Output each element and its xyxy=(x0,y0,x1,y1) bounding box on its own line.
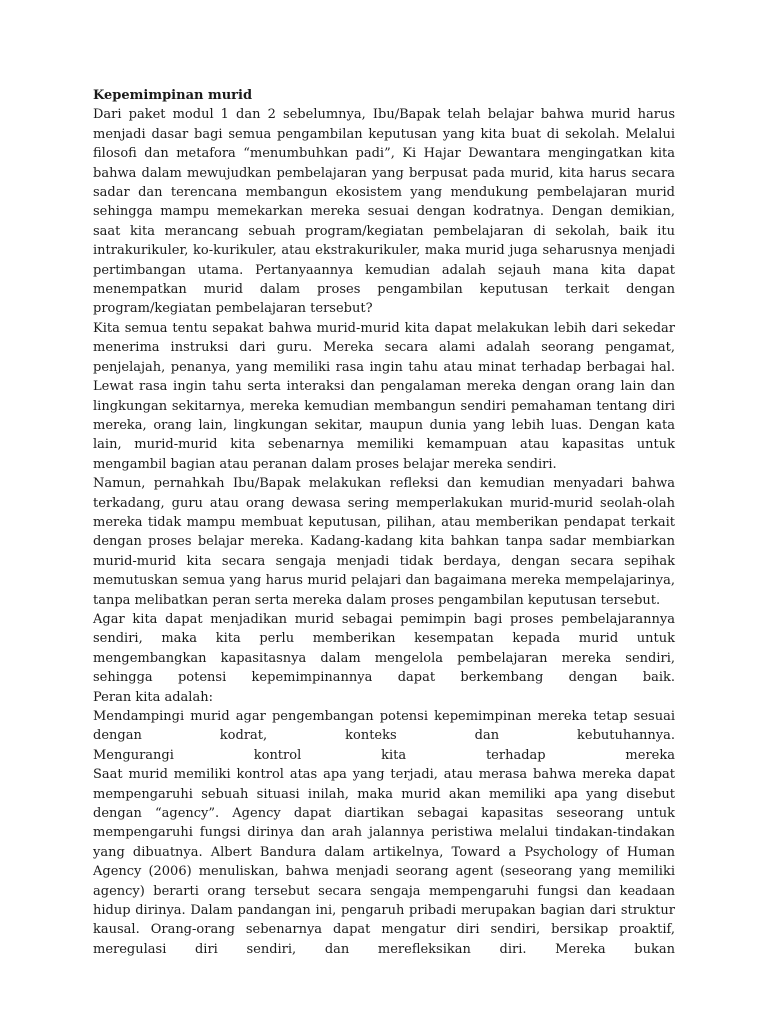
paragraph-1: Dari paket modul 1 dan 2 sebelumnya, Ibu/Bapak telah belajar bahwa murid harus menjadi dasar bagi semua pengambilan keputusan yang kita buat di sekolah. Melalui filosofi dan metafora “menumbuhkan padi”, Ki Hajar Dewantara mengingatkan kita bahwa dalam mewujudkan pembelajaran yang berpusat pada murid, kita harus secara sadar dan terencana membangun ekosistem yang mendukung pembelajaran murid sehingga mampu memekarkan mereka sesuai dengan kodratnya. Dengan demikian, saat kita merancang sebuah program/kegiatan pembelajaran di sekolah, baik itu intrakurikuler, ko-kurikuler, atau ekstrakurikuler, maka murid juga seharusnya menjadi pertimbangan utama. Pertanyaannya kemudian adalah sejauh mana kita dapat menempatkan murid dalam proses pengambilan keputusan terkait dengan program/kegiatan pembelajaran tersebut? xyxy=(93,107,675,317)
paragraph-6: Mendampingi murid agar pengembangan potensi kepemimpinan mereka tetap sesuai dengan kodrat, konteks dan kebutuhannya. xyxy=(93,709,675,744)
document-page xyxy=(93,86,675,959)
paragraph-3: Namun, pernahkah Ibu/Bapak melakukan refleksi dan kemudian menyadari bahwa terkadang, guru atau orang dewasa sering memperlakukan murid-murid seolah-olah mereka tidak mampu membuat keputusan, pilihan, atau memberikan pendapat terkait dengan proses belajar mereka. Kadang-kadang kita bahkan tanpa sadar membiarkan murid-murid kita secara sengaja menjadi tidak berdaya, dengan secara sepihak memutuskan semua yang harus murid pelajari dan bagaimana mereka mempelajarinya, tanpa melibatkan peran serta mereka dalam proses pengambilan keputusan tersebut. xyxy=(93,476,675,608)
document-title: Kepemimpinan murid xyxy=(93,88,253,103)
paragraph-7: Mengurangi kontrol kita terhadap mereka xyxy=(93,747,675,763)
paragraph-4: Agar kita dapat menjadikan murid sebagai pemimpin bagi proses pembelajarannya sendiri, maka kita perlu memberikan kesempatan kepada murid untuk mengembangkan kapasitasnya dalam mengelola pembelajaran mereka sendiri, sehingga potensi kepemimpinannya dapat berkembang dengan baik. xyxy=(93,611,675,686)
paragraph-8: Saat murid memiliki kontrol atas apa yang terjadi, atau merasa bahwa mereka dapat mempengaruhi sebuah situasi inilah, maka murid akan memiliki apa yang disebut dengan “agency”. Agency dapat diartikan sebagai kapasitas seseorang untuk mempengaruhi fungsi dirinya dan arah jalannya peristiwa melalui tindakan-tindakan yang dibuatnya. Albert Bandura dalam artikelnya, Toward a Psychology of Human Agency (2006) menuliskan, bahwa menjadi seorang agent (seseorang yang memiliki agency) berarti orang tersebut secara sengaja mempengaruhi fungsi dan keadaan hidup dirinya. Dalam pandangan ini, pengaruh pribadi merupakan bagian dari struktur kausal. Orang-orang sebenarnya dapat mengatur diri sendiri, bersikap proaktif, meregulasi diri sendiri, dan merefleksikan diri. Mereka bukan xyxy=(93,767,675,957)
paragraph-5: Peran kita adalah: xyxy=(93,689,213,705)
paragraph-2: Kita semua tentu sepakat bahwa murid-murid kita dapat melakukan lebih dari sekedar menerima instruksi dari guru. Mereka secara alami adalah seorang pengamat, penjelajah, penanya, yang memiliki rasa ingin tahu atau minat terhadap berbagai hal. Lewat rasa ingin tahu serta interaksi dan pengalaman mereka dengan orang lain dan lingkungan sekitarnya, mereka kemudian membangun sendiri pemahaman tentang diri mereka, orang lain, lingkungan sekitar, maupun dunia yang lebih luas. Dengan kata lain, murid-murid kita sebenarnya memiliki kemampuan atau kapasitas untuk mengambil bagian atau peranan dalam proses belajar mereka sendiri. xyxy=(93,320,675,472)
